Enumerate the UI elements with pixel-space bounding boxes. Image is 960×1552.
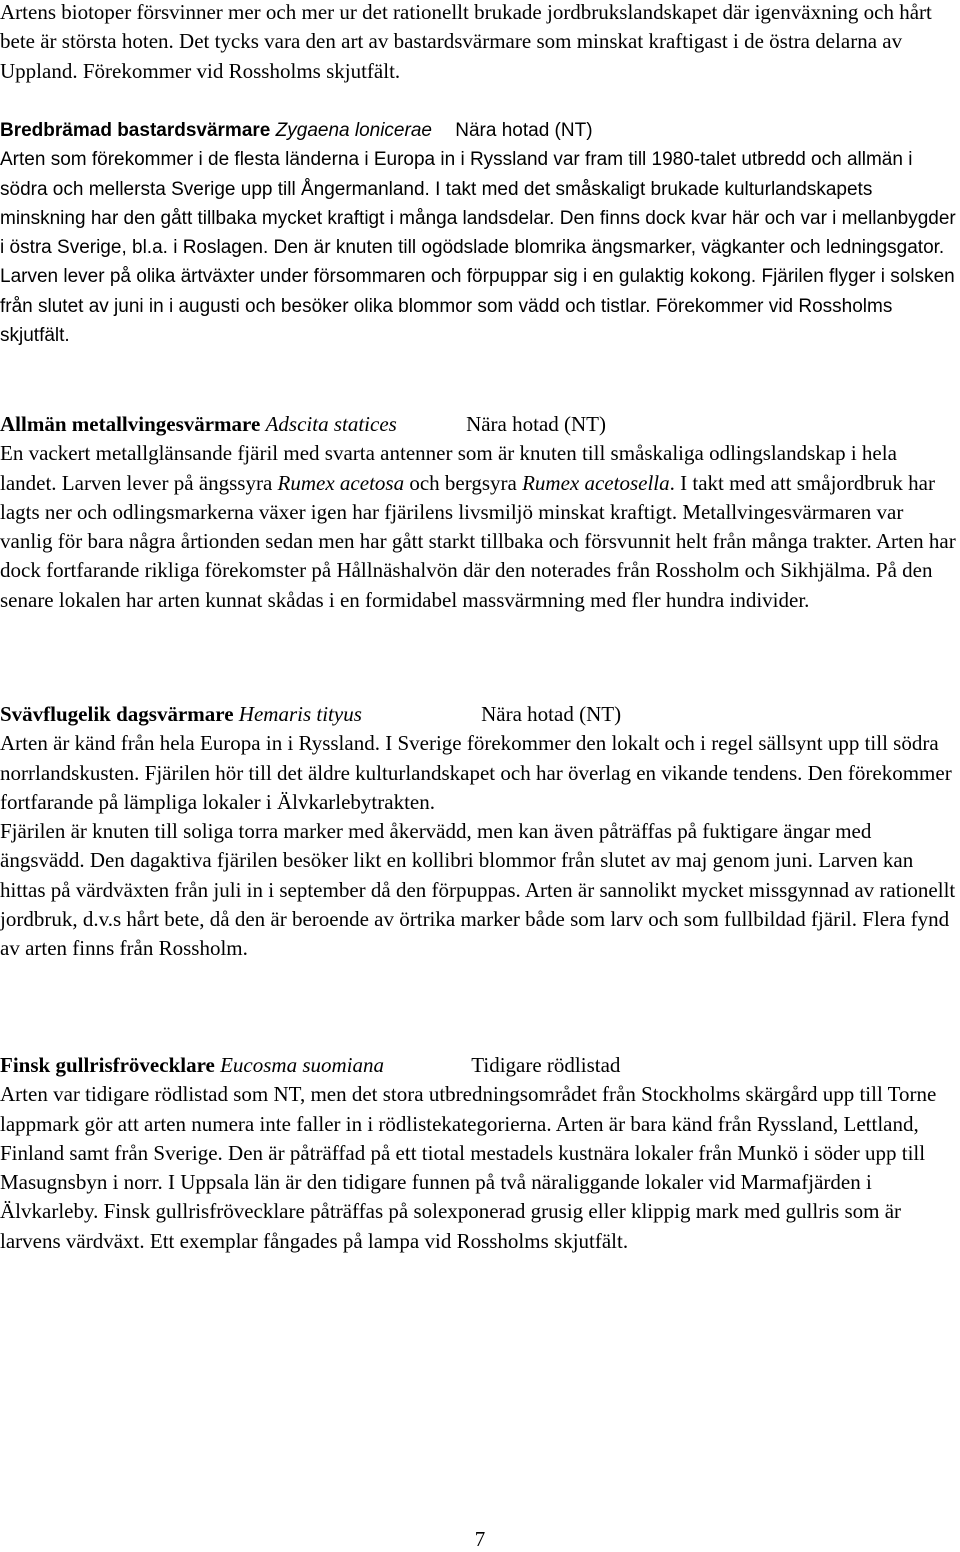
scientific-name: Hemaris tityus <box>238 702 362 726</box>
species-description: Fjärilen är knuten till soliga torra marker med åkervädd, men kan även påträffas på fuktigare ängar med ängsvädd. Den dagaktiva fjärilen besöker likt en kollibri blommor från slutet av maj genom juni. Larven kan hittas på värdväxten från juli in i september då den förpuppas. Arten är sannolikt mycket missgynnad av rationellt jordbruk, d.v.s hårt bete, då den är beroende av örtrika marker både som larv och som fullbildad fjäril. Flera fynd av arten finns från Rossholm. <box>0 819 956 961</box>
plant-scientific-name: Rumex acetosella <box>522 470 670 495</box>
redlist-status: Nära hotad (NT) <box>455 120 593 141</box>
species-description: Arten är känd från hela Europa in i Ryssland. I Sverige förekommer den lokalt och i regel sällsynt upp till södra norrlandskusten. Fjärilen hör till det äldre kulturlandskapet och har överlag en vikande tendens. Den förekommer fortfarande på lämpliga lokaler i Älvkarlebytrakten. <box>0 731 952 814</box>
species-heading <box>0 410 958 439</box>
scientific-name: Eucosma suomiana <box>220 1053 385 1077</box>
description-text: En vackert metallglänsande fjäril med svarta antenner som är knuten till småskaliga odlingslandskap i hela landet. Larven lever på ängssyra <box>0 441 897 495</box>
plant-scientific-name: Rumex acetosa <box>277 470 405 495</box>
species-entry-zygaena <box>0 116 958 350</box>
intro-paragraph: Artens biotoper försvinner mer och mer ur det rationellt brukade jordbrukslandskapet där igenväxning och hårt bete är största hoten. Det tycks vara den art av bastardsvärmare som minskat kraftigast i de östra delarna av Uppland. Förekommer vid Rossholms skjutfält. <box>0 0 932 83</box>
redlist-status: Nära hotad (NT) <box>481 702 622 726</box>
description-text: och bergsyra <box>404 470 523 495</box>
species-heading <box>0 700 958 729</box>
species-entry-adscita <box>0 410 958 615</box>
species-heading <box>0 116 958 145</box>
redlist-status: Tidigare rödlistad <box>471 1053 621 1077</box>
scientific-name: Adscita statices <box>265 412 397 436</box>
redlist-status: Nära hotad (NT) <box>466 412 606 436</box>
species-entry-hemaris <box>0 700 958 964</box>
common-name: Svävflugelik dagsvärmare <box>0 702 234 726</box>
common-name: Bredbrämad bastardsvärmare <box>0 120 271 141</box>
page-number: 7 <box>474 1527 486 1551</box>
species-description: Arten var tidigare rödlistad som NT, men det stora utbredningsområdet från Stockholms skärgård upp till Torne lappmark gör att arten numera inte faller in i rödlistekategorierna. Arten är bara känd från Ryssland, Lettland, Finland samt från Sverige. Den är påträffad på ett tiotal mestadels kustnära lokaler från Munkö i söder upp till Masugnsbyn i norr. I Uppsala län är den tidigare funnen på två näraliggande lokaler vid Marmafjärden i Älvkarleby. Finsk gullrisfrövecklare påträffas på solexponerad grusig eller klippig mark med gullris som är larvens värdväxt. Ett exemplar fångades på lampa vid Rossholms skjutfält. <box>0 1082 937 1253</box>
species-description <box>0 439 958 615</box>
scientific-name: Zygaena lonicerae <box>275 120 432 141</box>
species-description: Arten som förekommer i de flesta länderna i Europa in i Ryssland var fram till 1980-talet utbredd och allmän i södra och mellersta Sverige upp till Ångermanland. I takt med det småskaligt brukade kulturlandskapets minskning har den gått tillbaka mycket kraftigt i många landsdelar. Den finns dock kvar här och var i mellanbygder i östra Sverige, bl.a. i Roslagen. Den är knuten till ogödslade blomrika ängsmarker, vägkanter och ledningsgator. Larven lever på olika ärtväxter under försommaren och förpuppar sig i en gulaktig kokong. Fjärilen flyger i solsken från slutet av juni in i augusti och besöker olika blommor som vädd och tistlar. Förekommer vid Rossholms skjutfält. <box>0 149 956 347</box>
species-entry-eucosma <box>0 1051 958 1256</box>
species-heading <box>0 1051 958 1080</box>
description-text: . I takt med att småjordbruk har lagts ner och odlingsmarkerna växer igen har fjärilens livsmiljö minskat kraftigt. Metallvingesvärmaren var vanlig för bara några årtionden sedan men har gått starkt tillbaka och försvunnit helt från många trakter. Arten har dock fortfarande rikliga förekomster på Hållnäshalvön där den noterades från Rossholm och Sikhjälma. På den senare lokalen har arten kunnat skådas i en formidabel massvärmning med fler hundra individer. <box>0 470 956 612</box>
common-name: Allmän metallvingesvärmare <box>0 412 261 436</box>
common-name: Finsk gullrisfrövecklare <box>0 1053 215 1077</box>
